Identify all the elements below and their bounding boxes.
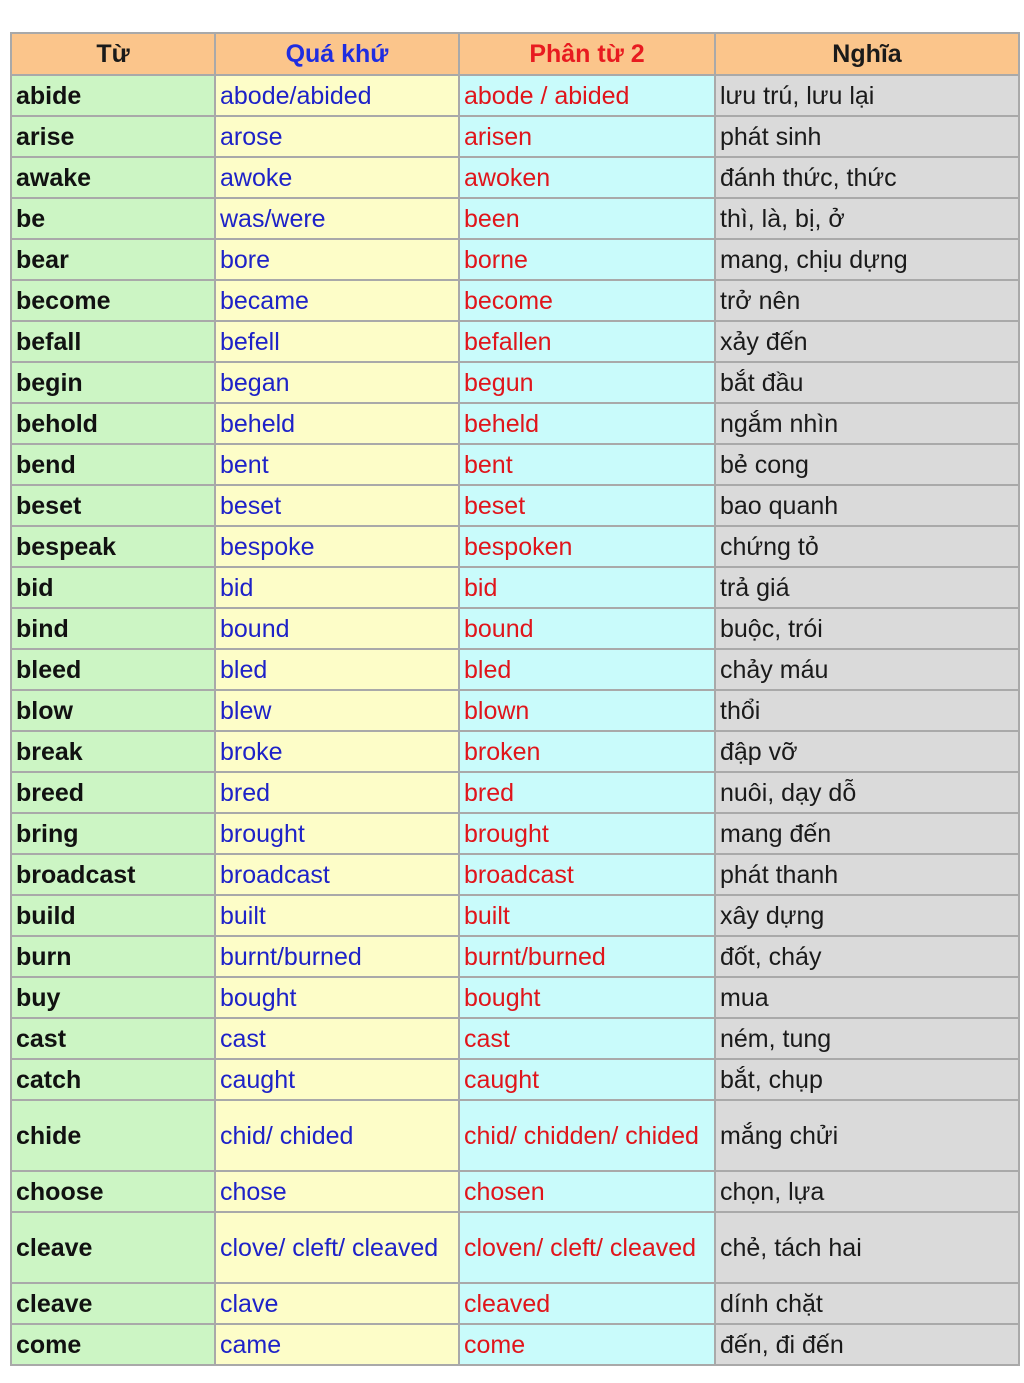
- table-row: [11, 280, 1019, 321]
- cell-past-participle: bred: [459, 772, 715, 813]
- cell-meaning: bắt, chụp: [715, 1059, 1019, 1100]
- table-row: [11, 936, 1019, 977]
- cell-past-tense: chose: [215, 1171, 459, 1212]
- table-row: [11, 567, 1019, 608]
- cell-past-tense: bought: [215, 977, 459, 1018]
- cell-meaning: trở nên: [715, 280, 1019, 321]
- table-row: [11, 1059, 1019, 1100]
- cell-base-form: bind: [11, 608, 215, 649]
- cell-base-form: beset: [11, 485, 215, 526]
- cell-meaning: phát thanh: [715, 854, 1019, 895]
- cell-past-participle: been: [459, 198, 715, 239]
- table-row: [11, 1212, 1019, 1283]
- cell-meaning: bẻ cong: [715, 444, 1019, 485]
- table-row: [11, 526, 1019, 567]
- table-row: [11, 116, 1019, 157]
- cell-meaning: phát sinh: [715, 116, 1019, 157]
- cell-meaning: thổi: [715, 690, 1019, 731]
- cell-base-form: abide: [11, 75, 215, 116]
- table-row: [11, 485, 1019, 526]
- cell-past-tense: blew: [215, 690, 459, 731]
- cell-base-form: arise: [11, 116, 215, 157]
- cell-past-tense: bled: [215, 649, 459, 690]
- cell-past-tense: bent: [215, 444, 459, 485]
- cell-past-participle: chosen: [459, 1171, 715, 1212]
- table-row: [11, 649, 1019, 690]
- cell-meaning: xây dựng: [715, 895, 1019, 936]
- table-header-row: [11, 33, 1019, 75]
- cell-past-participle: awoken: [459, 157, 715, 198]
- cell-base-form: begin: [11, 362, 215, 403]
- cell-base-form: bring: [11, 813, 215, 854]
- cell-past-tense: beset: [215, 485, 459, 526]
- cell-past-participle: caught: [459, 1059, 715, 1100]
- cell-base-form: become: [11, 280, 215, 321]
- cell-meaning: ném, tung: [715, 1018, 1019, 1059]
- cell-past-participle: bound: [459, 608, 715, 649]
- cell-past-participle: cloven/ cleft/ cleaved: [459, 1212, 715, 1283]
- cell-past-tense: bred: [215, 772, 459, 813]
- cell-base-form: awake: [11, 157, 215, 198]
- table-row: [11, 1018, 1019, 1059]
- cell-meaning: mắng chửi: [715, 1100, 1019, 1171]
- cell-base-form: be: [11, 198, 215, 239]
- table-body: [11, 75, 1019, 1365]
- cell-past-tense: clave: [215, 1283, 459, 1324]
- cell-past-tense: bound: [215, 608, 459, 649]
- table-row: [11, 239, 1019, 280]
- cell-past-tense: abode/abided: [215, 75, 459, 116]
- cell-meaning: mua: [715, 977, 1019, 1018]
- cell-past-participle: built: [459, 895, 715, 936]
- cell-meaning: bắt đầu: [715, 362, 1019, 403]
- cell-past-participle: bespoken: [459, 526, 715, 567]
- cell-meaning: buộc, trói: [715, 608, 1019, 649]
- header-meaning: Nghĩa: [715, 33, 1019, 75]
- cell-base-form: cleave: [11, 1212, 215, 1283]
- table-row: [11, 813, 1019, 854]
- cell-base-form: bleed: [11, 649, 215, 690]
- cell-base-form: cleave: [11, 1283, 215, 1324]
- table-row: [11, 198, 1019, 239]
- cell-meaning: chẻ, tách hai: [715, 1212, 1019, 1283]
- cell-past-participle: beset: [459, 485, 715, 526]
- cell-past-participle: cleaved: [459, 1283, 715, 1324]
- cell-past-tense: became: [215, 280, 459, 321]
- cell-base-form: buy: [11, 977, 215, 1018]
- cell-past-participle: arisen: [459, 116, 715, 157]
- table-row: [11, 1324, 1019, 1365]
- cell-base-form: bespeak: [11, 526, 215, 567]
- table-row: [11, 1100, 1019, 1171]
- table-row: [11, 444, 1019, 485]
- cell-meaning: thì, là, bị, ở: [715, 198, 1019, 239]
- cell-meaning: mang, chịu dựng: [715, 239, 1019, 280]
- cell-past-participle: broadcast: [459, 854, 715, 895]
- cell-base-form: choose: [11, 1171, 215, 1212]
- cell-meaning: dính chặt: [715, 1283, 1019, 1324]
- table-row: [11, 772, 1019, 813]
- cell-past-participle: bought: [459, 977, 715, 1018]
- cell-past-tense: arose: [215, 116, 459, 157]
- table-row: [11, 321, 1019, 362]
- cell-past-tense: bespoke: [215, 526, 459, 567]
- cell-base-form: bend: [11, 444, 215, 485]
- cell-base-form: bid: [11, 567, 215, 608]
- table-row: [11, 157, 1019, 198]
- cell-meaning: bao quanh: [715, 485, 1019, 526]
- cell-meaning: chảy máu: [715, 649, 1019, 690]
- cell-past-participle: borne: [459, 239, 715, 280]
- cell-meaning: chọn, lựa: [715, 1171, 1019, 1212]
- table-row: [11, 75, 1019, 116]
- header-past-tense: Quá khứ: [215, 33, 459, 75]
- cell-past-participle: blown: [459, 690, 715, 731]
- cell-past-tense: cast: [215, 1018, 459, 1059]
- cell-meaning: đập vỡ: [715, 731, 1019, 772]
- cell-meaning: lưu trú, lưu lại: [715, 75, 1019, 116]
- table-row: [11, 608, 1019, 649]
- cell-past-participle: broken: [459, 731, 715, 772]
- cell-meaning: chứng tỏ: [715, 526, 1019, 567]
- header-past-participle: Phân từ 2: [459, 33, 715, 75]
- table-row: [11, 403, 1019, 444]
- cell-meaning: xảy đến: [715, 321, 1019, 362]
- cell-meaning: ngắm nhìn: [715, 403, 1019, 444]
- cell-past-participle: bled: [459, 649, 715, 690]
- cell-past-tense: broadcast: [215, 854, 459, 895]
- cell-base-form: build: [11, 895, 215, 936]
- cell-base-form: blow: [11, 690, 215, 731]
- table-row: [11, 1171, 1019, 1212]
- cell-past-participle: brought: [459, 813, 715, 854]
- cell-past-tense: chid/ chided: [215, 1100, 459, 1171]
- cell-past-tense: built: [215, 895, 459, 936]
- table-row: [11, 895, 1019, 936]
- cell-past-participle: begun: [459, 362, 715, 403]
- table-row: [11, 362, 1019, 403]
- cell-past-participle: chid/ chidden/ chided: [459, 1100, 715, 1171]
- cell-past-tense: beheld: [215, 403, 459, 444]
- cell-past-tense: burnt/burned: [215, 936, 459, 977]
- cell-past-tense: bid: [215, 567, 459, 608]
- cell-past-tense: came: [215, 1324, 459, 1365]
- cell-base-form: come: [11, 1324, 215, 1365]
- cell-meaning: đánh thức, thức: [715, 157, 1019, 198]
- cell-meaning: đến, đi đến: [715, 1324, 1019, 1365]
- table-row: [11, 690, 1019, 731]
- cell-base-form: befall: [11, 321, 215, 362]
- cell-past-tense: began: [215, 362, 459, 403]
- cell-past-tense: was/were: [215, 198, 459, 239]
- irregular-verbs-table: [10, 32, 1020, 1366]
- table-row: [11, 977, 1019, 1018]
- cell-meaning: đốt, cháy: [715, 936, 1019, 977]
- cell-past-tense: brought: [215, 813, 459, 854]
- cell-meaning: mang đến: [715, 813, 1019, 854]
- cell-past-tense: awoke: [215, 157, 459, 198]
- cell-past-tense: bore: [215, 239, 459, 280]
- cell-past-participle: befallen: [459, 321, 715, 362]
- cell-base-form: cast: [11, 1018, 215, 1059]
- cell-base-form: behold: [11, 403, 215, 444]
- table-row: [11, 1283, 1019, 1324]
- cell-base-form: bear: [11, 239, 215, 280]
- cell-base-form: chide: [11, 1100, 215, 1171]
- cell-base-form: breed: [11, 772, 215, 813]
- table-row: [11, 854, 1019, 895]
- cell-past-tense: caught: [215, 1059, 459, 1100]
- cell-meaning: nuôi, dạy dỗ: [715, 772, 1019, 813]
- cell-past-participle: cast: [459, 1018, 715, 1059]
- cell-past-participle: bid: [459, 567, 715, 608]
- cell-past-participle: beheld: [459, 403, 715, 444]
- cell-past-tense: broke: [215, 731, 459, 772]
- cell-past-tense: befell: [215, 321, 459, 362]
- cell-base-form: broadcast: [11, 854, 215, 895]
- cell-past-participle: burnt/burned: [459, 936, 715, 977]
- header-base-form: Từ: [11, 33, 215, 75]
- cell-past-participle: bent: [459, 444, 715, 485]
- cell-past-tense: clove/ cleft/ cleaved: [215, 1212, 459, 1283]
- cell-base-form: catch: [11, 1059, 215, 1100]
- cell-past-participle: abode / abided: [459, 75, 715, 116]
- cell-past-participle: become: [459, 280, 715, 321]
- cell-past-participle: come: [459, 1324, 715, 1365]
- table-row: [11, 731, 1019, 772]
- cell-meaning: trả giá: [715, 567, 1019, 608]
- cell-base-form: break: [11, 731, 215, 772]
- cell-base-form: burn: [11, 936, 215, 977]
